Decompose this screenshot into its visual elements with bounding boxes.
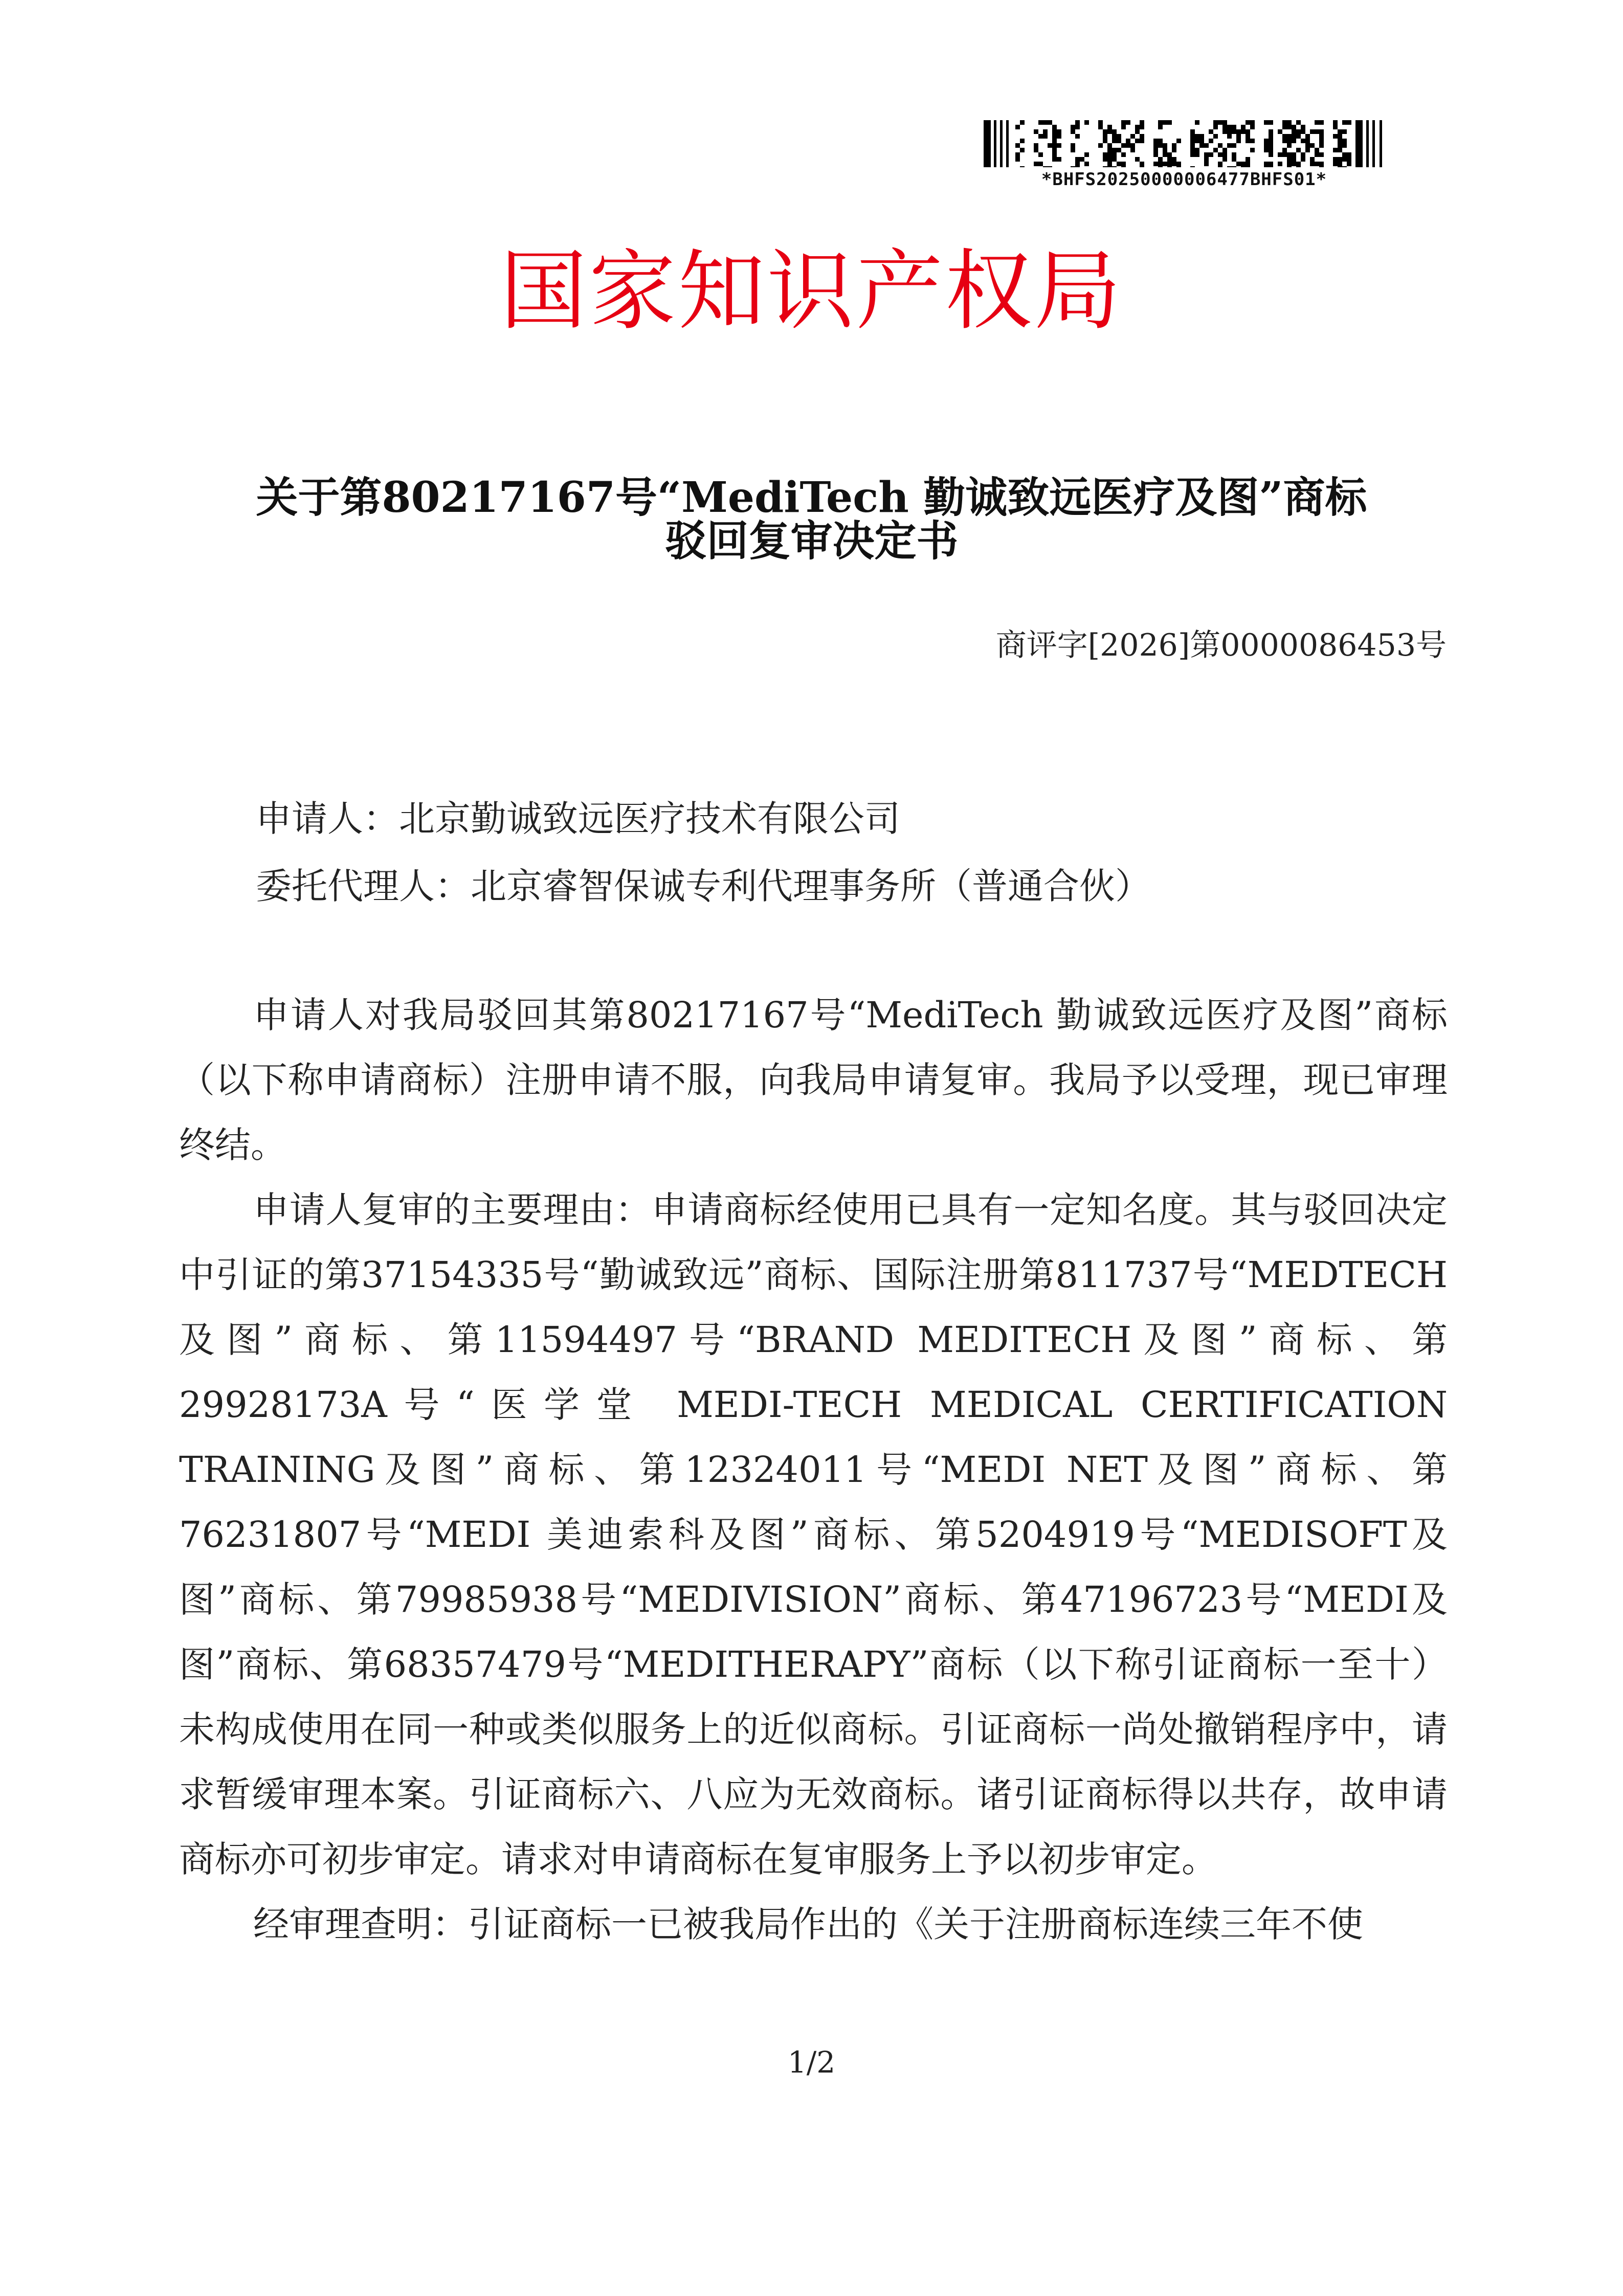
- agency-name: 国家知识产权局: [500, 241, 1123, 342]
- document-title-line-1: 关于第80217167号“MediTech 勤诚致远医疗及图”商标: [256, 473, 1367, 522]
- decision-body: [179, 983, 1448, 1957]
- document-title-line-2: 驳回复审决定书: [664, 516, 959, 566]
- body-paragraph-3: 经审理查明：引证商标一已被我局作出的《关于注册商标连续三年不使: [253, 1903, 1363, 1945]
- body-paragraph-2: 申请人复审的主要理由：申请商标经使用已具有一定知名度。其与驳回决定中引证的第37154335号“勤诚致远”商标、国际注册第811737号“MEDTECH及图”商标、第11594497号“BRAND MEDITECH及图”商标、第29928173A号“医学堂 MEDI-TECH MEDICAL CERTIFICATION TRAINING及图”商标、第12324011号“MEDI NET及图”商标、第76231807号“MEDI 美迪索科及图”商标、第5204919号“MEDISOFT及图”商标、第79985938号“MEDIVISION”商标、第47196723号“MEDI及图”商标、第68357479号“MEDITHERAPY”商标（以下称引证商标一至十）未构成使用在同一种或类似服务上的近似商标。引证商标一尚处撤销程序中，请求暂缓审理本案。引证商标六、八应为无效商标。诸引证商标得以共存，故申请商标亦可初步审定。请求对申请商标在复审服务上予以初步审定。: [179, 1189, 1448, 1880]
- agent-line: 委托代理人：北京睿智保诚专利代理事务所（普通合伙）: [256, 865, 1151, 907]
- barcode-text: *BHFS20250000006477BHFS01*: [1041, 169, 1327, 190]
- barcode: [980, 120, 1389, 192]
- document-number: 商评字[2026]第0000086453号: [995, 627, 1447, 663]
- body-paragraph-1: 申请人对我局驳回其第80217167号“MediTech 勤诚致远医疗及图”商标（以下称申请商标）注册申请不服，向我局申请复审。我局予以受理，现已审理终结。: [179, 994, 1448, 1166]
- barcode-graphic: [980, 120, 1389, 167]
- page-number: 1/2: [787, 2045, 836, 2080]
- applicant-line: 申请人：北京勤诚致远医疗技术有限公司: [256, 798, 900, 840]
